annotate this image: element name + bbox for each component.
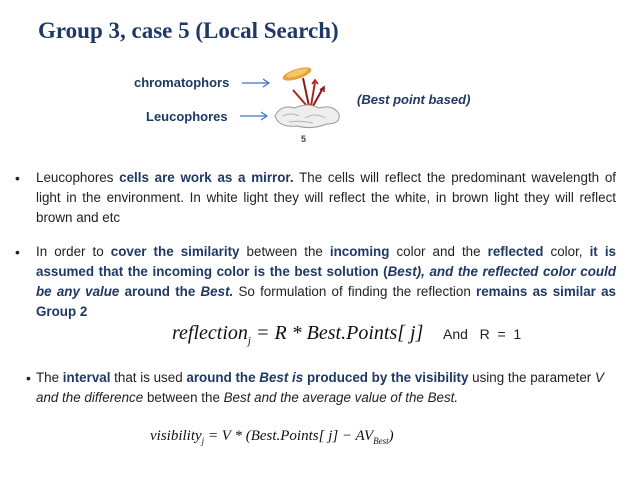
text-run: using the parameter <box>468 370 595 385</box>
highlight-run: cover the similarity <box>110 244 240 259</box>
highlight-run: Best is <box>259 370 304 385</box>
bullet-icon: • <box>15 170 20 186</box>
bullet-3-text <box>36 368 606 408</box>
highlight-run: interval <box>62 370 111 385</box>
formula-rhs: = V * (Best.Points[ j] − AV <box>204 428 374 444</box>
bullet-icon: • <box>15 244 20 260</box>
highlight-run: incoming <box>329 244 390 259</box>
parameter-note: And R = 1 <box>443 326 522 342</box>
highlight-run: it is assumed that the incoming color is the best solution ( <box>36 244 616 279</box>
highlight-run: around the <box>119 284 201 299</box>
text-run: The cells will reflect the predominant wavelength of light in the environment. In white light they will reflect the white, in brown light they will reflect brown and etc <box>36 170 616 225</box>
formula-subscript: j <box>247 335 251 347</box>
text-run: So formulation of finding the reflection <box>233 284 477 299</box>
highlight-run: around the <box>186 370 256 385</box>
formula-lhs: reflection <box>172 322 248 344</box>
bullet-icon: • <box>26 370 31 386</box>
best-point-caption: (Best point based) <box>357 92 471 107</box>
highlight-run: Best. <box>200 284 234 299</box>
arrow-right-icon <box>240 111 270 121</box>
bullet-2-text <box>36 242 616 322</box>
formula-rhs: = R * Best.Points[ j] <box>250 322 424 344</box>
highlight-run: reflected <box>487 244 544 259</box>
text-run: between the <box>143 390 224 405</box>
highlight-run: produced by the visibility <box>306 370 469 385</box>
reflection-formula <box>172 322 423 347</box>
italic-run: Best and the average value of the Best. <box>223 390 459 405</box>
leucophores-label: Leucophores <box>146 109 228 124</box>
leucophore-illustration <box>267 60 347 132</box>
text-run: that is used <box>110 370 187 385</box>
formula-subscript: Best <box>373 436 389 446</box>
bullet-1-text <box>36 168 616 228</box>
formula-end: ) <box>388 428 394 444</box>
visibility-formula <box>150 428 394 446</box>
text-run: color and the <box>389 244 488 259</box>
highlight-run: Best), and the reflected color could be any value <box>36 264 616 299</box>
page-title: Group 3, case 5 (Local Search) <box>38 18 339 43</box>
highlight-run: cells are work as a mirror. <box>119 170 294 185</box>
italic-run: V and the difference <box>36 370 604 405</box>
text-run: Leucophores <box>36 170 120 185</box>
formula-lhs: visibility <box>150 428 202 444</box>
highlight-run: remains as similar as Group 2 <box>36 284 616 319</box>
chromatophores-label: chromatophors <box>134 75 230 90</box>
text-run: between the <box>239 244 330 259</box>
figure-number: 5 <box>301 134 307 144</box>
formula-subscript: j <box>201 436 205 446</box>
text-run: color, <box>543 244 590 259</box>
text-run: The <box>36 370 63 385</box>
text-run: In order to <box>36 244 111 259</box>
